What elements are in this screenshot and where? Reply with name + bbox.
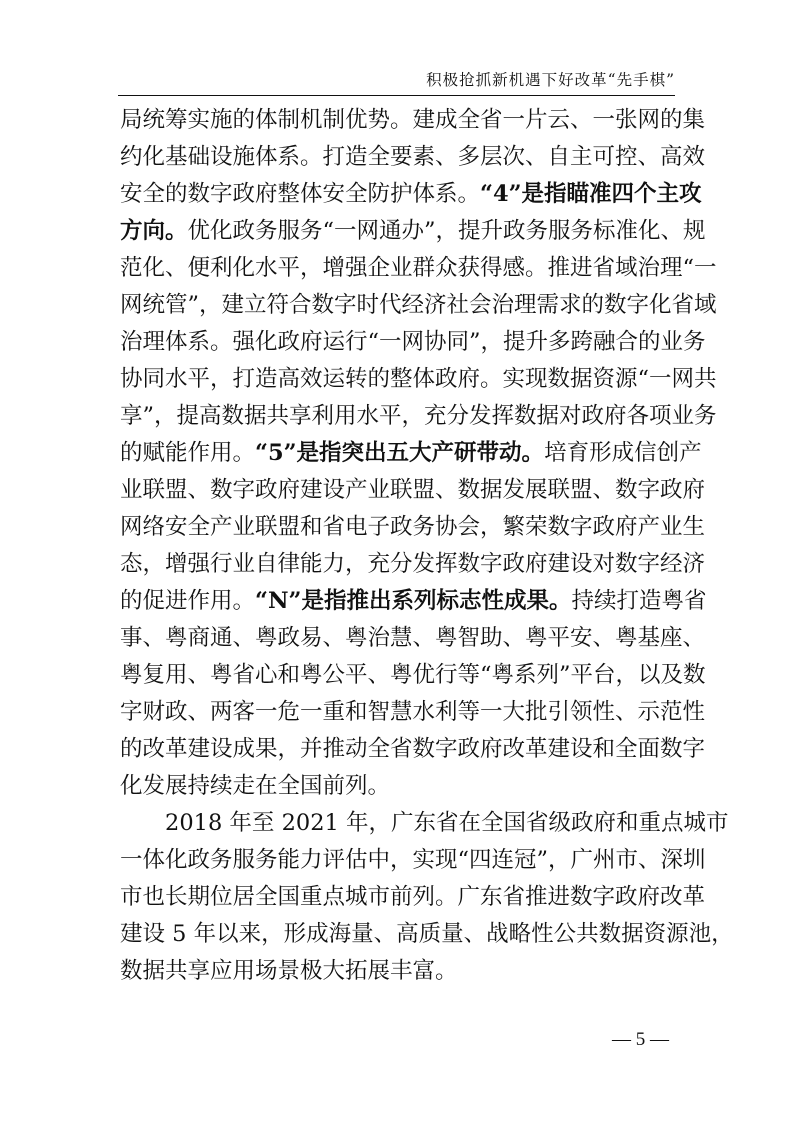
text-line (120, 694, 706, 731)
text-line (120, 213, 706, 250)
text-line (120, 176, 702, 213)
text-segment: 网络安全产业联盟和省电子政务协会，繁荣数字政府产业生 (120, 514, 706, 540)
bold-heading-text: “4”是指瞄准四个主攻 (480, 181, 702, 207)
text-segment: 字财政、两客一危一重和智慧水利等一大批引领性、示范性 (120, 699, 706, 725)
text-segment: 持续打造粤省 (571, 588, 707, 614)
text-segment: 培育形成信创产 (544, 440, 702, 466)
text-segment: 治理体系。强化政府运行“一网协同”，提升多跨融合的业务 (120, 329, 706, 355)
text-line (120, 879, 706, 916)
text-line (120, 731, 706, 768)
text-segment: 业联盟、数字政府建设产业联盟、数据发展联盟、数字政府 (120, 477, 706, 503)
text-line (120, 435, 702, 472)
text-segment: 粤复用、粤省心和粤公平、粤优行等“粤系列”平台，以及数 (120, 662, 706, 688)
text-segment: 的改革建设成果，并推动全省数字政府改革建设和全面数字 (120, 736, 706, 762)
text-segment: 化发展持续走在全国前列。 (120, 773, 391, 799)
text-segment: 数据共享应用场景极大拓展丰富。 (120, 958, 458, 984)
text-segment: 一体化政务服务能力评估中，实现“四连冠”，广州市、深圳 (120, 847, 706, 873)
header-rule (118, 95, 675, 96)
text-segment: 约化基础设施体系。打造全要素、多层次、自主可控、高效 (120, 144, 706, 170)
bold-heading-text: “N”是指推出系列标志性成果。 (255, 588, 572, 614)
text-segment: 局统筹实施的体制机制优势。建成全省一片云、一张网的集 (120, 107, 706, 133)
text-segment: 2018 年至 2021 年，广东省在全国省级政府和重点城市 (165, 810, 729, 836)
text-line (120, 620, 706, 657)
text-segment: 建设 5 年以来，形成海量、高质量、战略性公共数据资源池， (120, 921, 734, 947)
text-line (120, 324, 706, 361)
text-segment: 网统管”，建立符合数字时代经济社会治理需求的数字化省域 (120, 292, 717, 318)
bold-heading-text: 方向。 (120, 218, 188, 244)
text-segment: 的赋能作用。 (120, 440, 256, 466)
text-segment: 的促进作用。 (120, 588, 256, 614)
text-line (120, 287, 717, 324)
text-segment: 范化、便利化水平，增强企业群众获得感。推进省域治理“一 (120, 255, 717, 281)
text-line (120, 102, 706, 139)
text-line (120, 398, 717, 435)
text-line (120, 657, 706, 694)
text-segment: 优化政务服务“一网通办”，提升政务服务标准化、规 (187, 218, 706, 244)
text-line (120, 509, 706, 546)
text-segment: 安全的数字政府整体安全防护体系。 (120, 181, 481, 207)
text-segment: 协同水平，打造高效运转的整体政府。实现数据资源“一网共 (120, 366, 717, 392)
text-segment: 享”，提高数据共享利用水平，充分发挥数据对政府各项业务 (120, 403, 717, 429)
text-line (120, 583, 707, 620)
text-segment: 市也长期位居全国重点城市前列。广东省推进数字政府改革 (120, 884, 706, 910)
text-segment: 事、粤商通、粤政易、粤治慧、粤智助、粤平安、粤基座、 (120, 625, 706, 651)
running-header: 积极抢抓新机遇下好改革“先手棋” (426, 71, 675, 89)
text-segment: 态，增强行业自律能力，充分发挥数字政府建设对数字经济 (120, 551, 706, 577)
text-line (120, 361, 717, 398)
text-line (120, 953, 673, 990)
text-line (120, 916, 734, 953)
bold-heading-text: “5”是指突出五大产研带动。 (255, 440, 545, 466)
page-number: — 5 — (612, 1029, 669, 1050)
text-line (120, 546, 706, 583)
text-line (120, 139, 706, 176)
text-line (120, 842, 706, 879)
body-text (120, 102, 734, 990)
text-line (120, 768, 673, 805)
text-line (120, 472, 706, 509)
text-line (120, 250, 717, 287)
text-line (120, 805, 729, 842)
